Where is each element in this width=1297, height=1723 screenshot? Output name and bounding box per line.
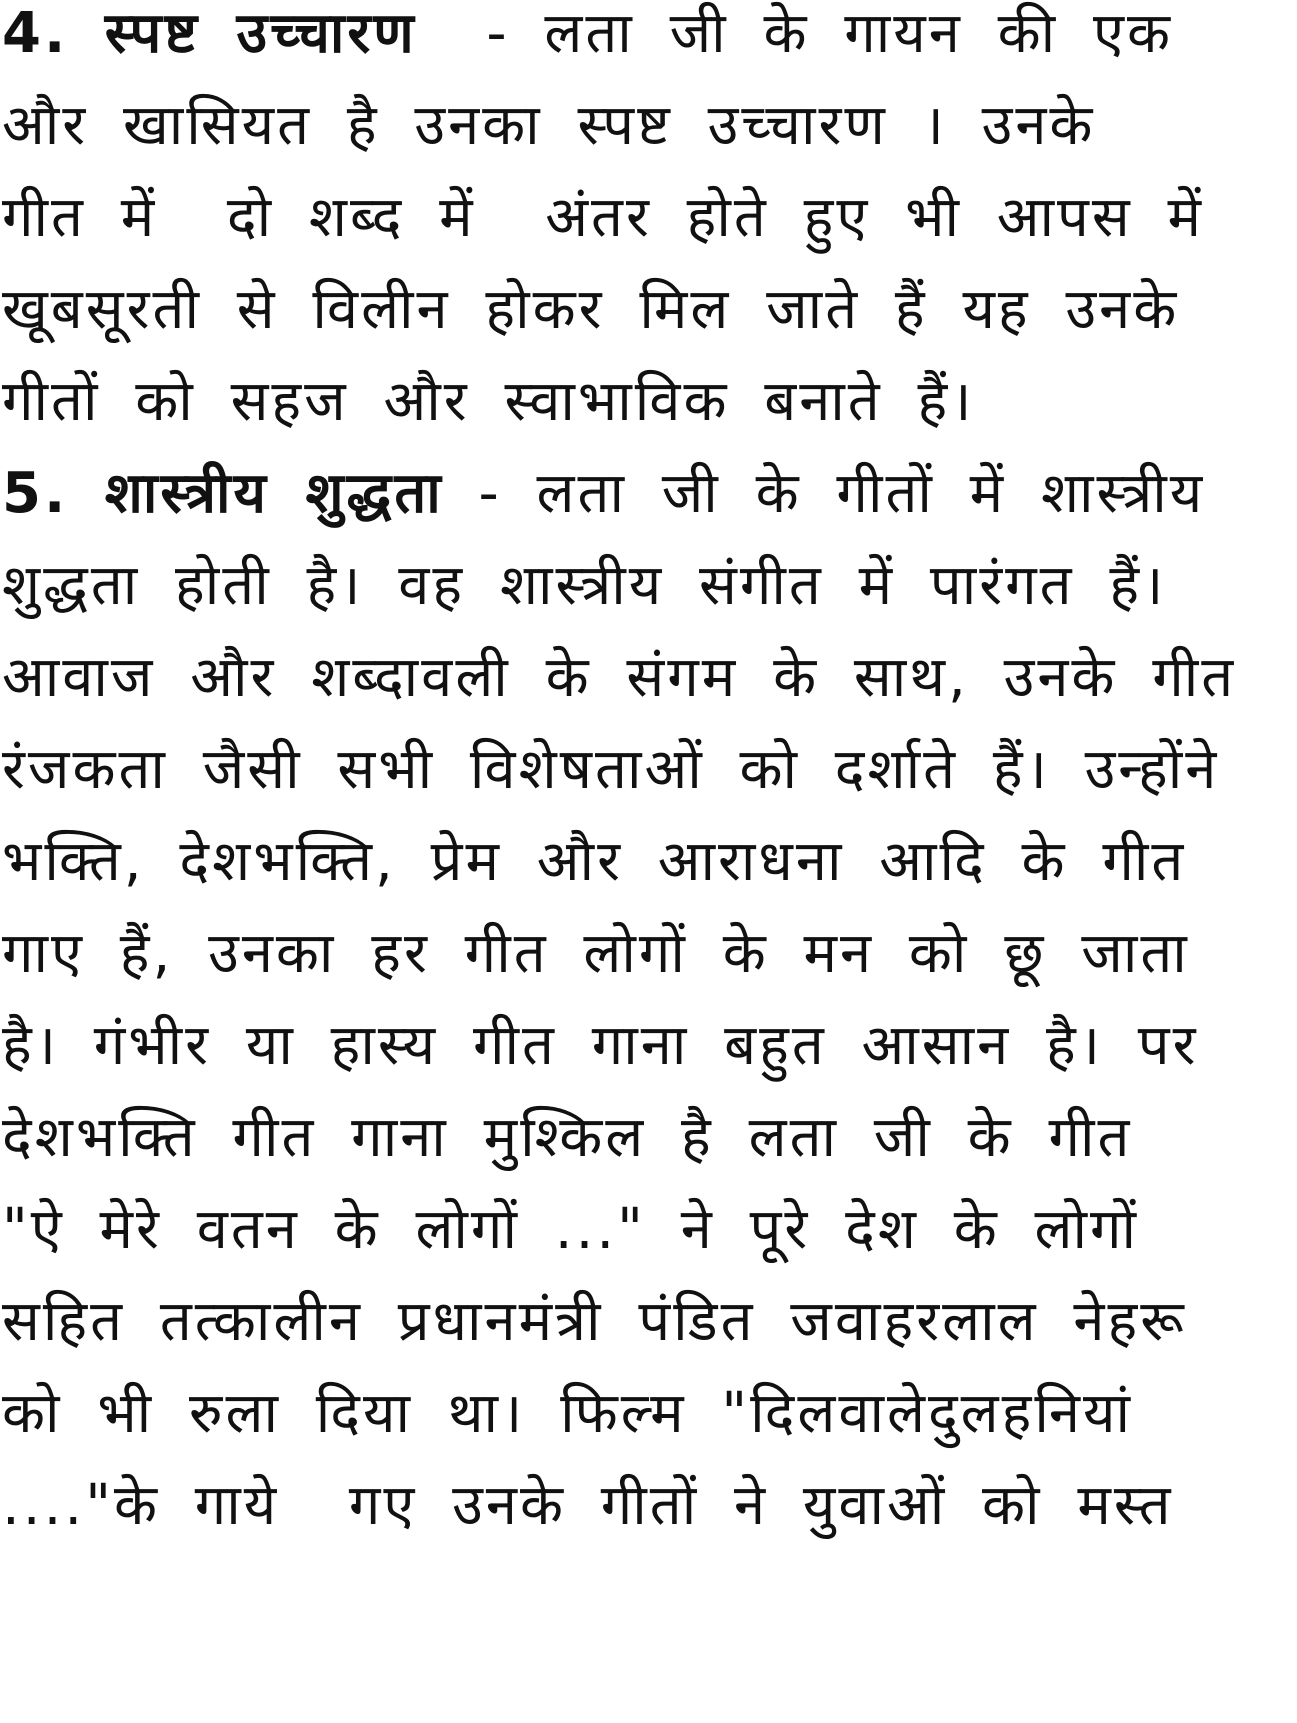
section-5-line-10: सहित तत्कालीन प्रधानमंत्री पंडित जवाहरलाल नेहरू xyxy=(2,1289,1187,1354)
document-page xyxy=(2,0,1292,1723)
section-5-line-11: को भी रुला दिया था। फिल्म "दिलवालेदुलहनियां xyxy=(2,1381,1133,1446)
section-5-line-12: ...."के गाये गए उनके गीतों ने युवाओं को मस्त xyxy=(2,1473,1174,1538)
section-4-line-4: खूबसूरती से विलीन होकर मिल जाते हैं यह उनके xyxy=(2,277,1180,342)
section-4-line-3: गीत में दो शब्द में अंतर होते हुए भी आपस में xyxy=(2,185,1204,250)
section-4-line-1: - लता जी के गायन की एक xyxy=(416,1,1173,66)
section-4-heading: 4. स्पष्ट उच्चारण xyxy=(2,1,417,66)
section-5-line-8: देशभक्ति गीत गाना मुश्किल है लता जी के गीत xyxy=(2,1105,1133,1170)
section-5-line-3: आवाज और शब्दावली के संगम के साथ, उनके गीत xyxy=(2,645,1237,710)
section-5-line-2: शुद्धता होती है। वह शास्त्रीय संगीत में पारंगत हैं। xyxy=(2,553,1167,618)
section-5-first-line xyxy=(2,448,1205,540)
section-4-line-2: और खासियत है उनका स्पष्ट उच्चारण । उनके xyxy=(2,93,1096,158)
section-5-line-1: - लता जी के गीतों में शास्त्रीय xyxy=(443,461,1206,526)
section-5-line-7: है। गंभीर या हास्य गीत गाना बहुत आसान है। पर xyxy=(2,1013,1199,1078)
section-4-first-line xyxy=(2,0,1173,80)
section-5-line-5: भक्ति, देशभक्ति, प्रेम और आराधना आदि के गीत xyxy=(2,829,1187,894)
section-5-heading: 5. शास्त्रीय शुद्धता xyxy=(2,461,444,526)
section-5-line-9: "ऐ मेरे वतन के लोगों ..." ने पूरे देश के लोगों xyxy=(2,1197,1140,1262)
section-5-line-6: गाए हैं, उनका हर गीत लोगों के मन को छू जाता xyxy=(2,921,1190,986)
section-5-line-4: रंजकता जैसी सभी विशेषताओं को दर्शाते हैं। उन्होंने xyxy=(2,737,1220,802)
section-4-line-5: गीतों को सहज और स्वाभाविक बनाते हैं। xyxy=(2,369,975,434)
